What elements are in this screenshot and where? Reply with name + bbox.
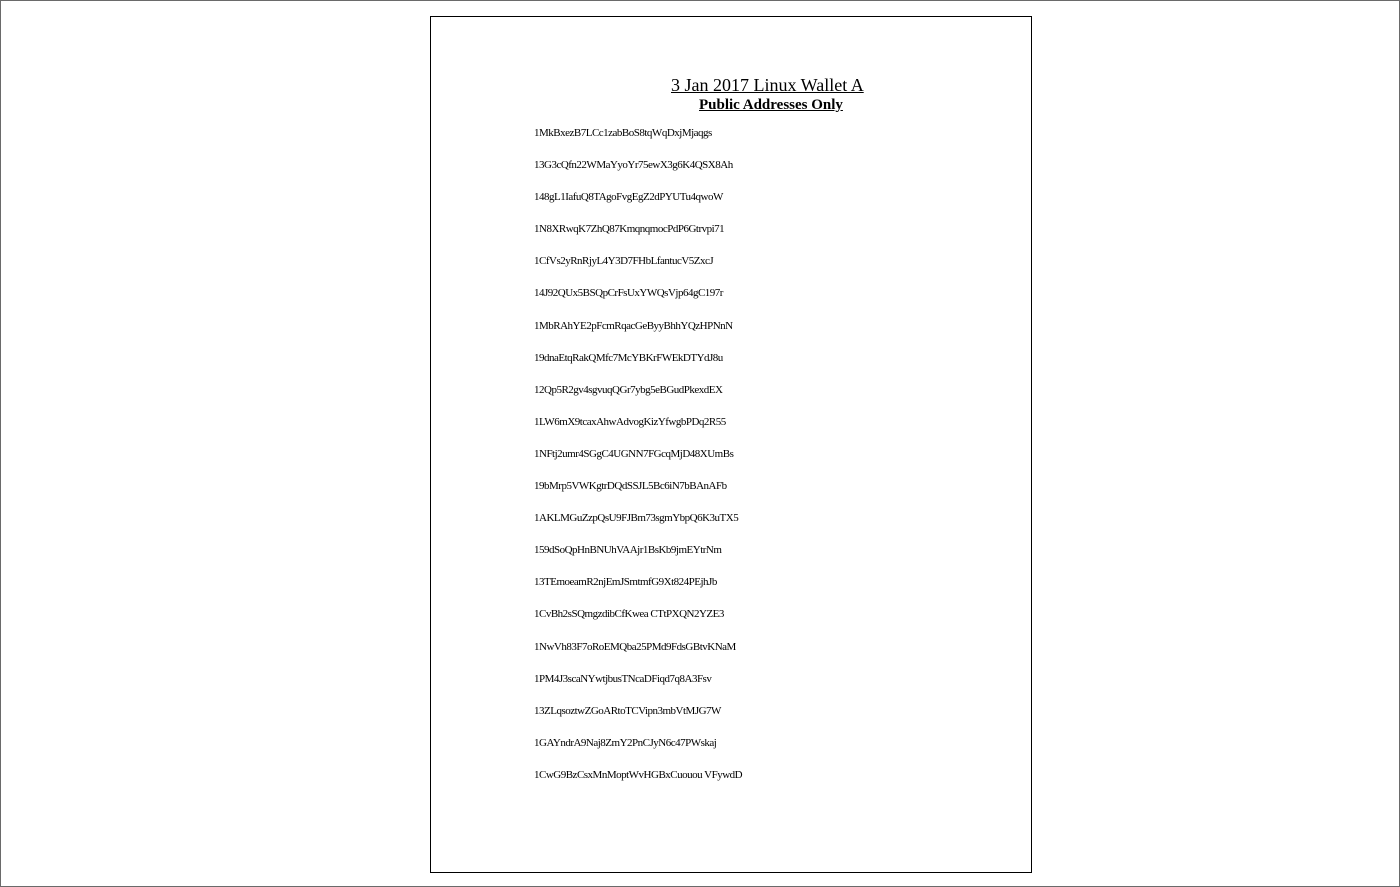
address-line: 19bMrp5VWKgtrDQdSSJL5Bc6iN7bBAnAFb <box>534 480 727 493</box>
address-line: 1MbRAhYE2pFcmRqacGeByyBhhYQzHPNnN <box>534 319 733 332</box>
address-line: 1PM4J3scaNYwtjbusTNcaDFiqd7q8A3Fsv <box>534 672 712 685</box>
address-line: 12Qp5R2gv4sgvuqQGr7ybg5eBGudPkexdEX <box>534 383 723 396</box>
address-line: 1CwG9BzCsxMnMoptWvHGBxCuouou VFywdD <box>534 768 743 781</box>
address-line: 1LW6mX9tcaxAhwAdvogKizYfwgbPDq2R55 <box>534 415 726 428</box>
address-line: 1CfVs2yRnRjyL4Y3D7FHbLfantucV5ZxcJ <box>534 255 714 268</box>
address-line: 1AKLMGuZzpQsU9FJBm73sgmYbpQ6K3uTX5 <box>534 512 739 525</box>
address-line: 1MkBxezB7LCc1zabBoS8tqWqDxjMjaqgs <box>534 127 712 139</box>
address-line: 13ZLqsoztwZGoARtoTCVipn3mbVtMJG7W <box>534 704 721 717</box>
address-list <box>534 127 742 801</box>
document-page <box>430 16 1032 873</box>
address-line: 19dnaEtqRakQMfc7McYBKrFWEkDTYdJ8u <box>534 351 723 364</box>
address-line: 148gL1IafuQ8TAgoFvgEgZ2dPYUTu4qwoW <box>534 191 723 204</box>
address-line: 1GAYndrA9Naj8ZmY2PnCJyN6c47PWskaj <box>534 736 717 749</box>
address-line: 159dSoQpHnBNUhVAAjr1BsKb9jmEYtrNm <box>534 544 722 557</box>
address-line: 14J92QUx5BSQpCrFsUxYWQsVjp64gC197r <box>534 287 723 300</box>
address-line: 1N8XRwqK7ZhQ87KmqnqmocPdP6Gtrvpi71 <box>534 223 725 236</box>
address-line: 1CvBh2sSQmgzdibCfKwea CTtPXQN2YZE3 <box>534 608 724 621</box>
address-line: 1NFtj2umr4SGgC4UGNN7FGcqMjD48XUmBs <box>534 447 734 460</box>
address-line: 13G3cQfn22WMaYyoYr75ewX3g6K4QSX8Ah <box>534 159 733 172</box>
address-line: 13TEmoeamR2njEmJSmtmfG9Xt824PEjhJb <box>534 576 717 589</box>
address-line: 1NwVh83F7oRoEMQba25PMd9FdsGBtvKNaM <box>534 640 736 653</box>
page-title: 3 Jan 2017 Linux Wallet A <box>671 75 864 95</box>
page-subtitle: Public Addresses Only <box>699 97 843 113</box>
